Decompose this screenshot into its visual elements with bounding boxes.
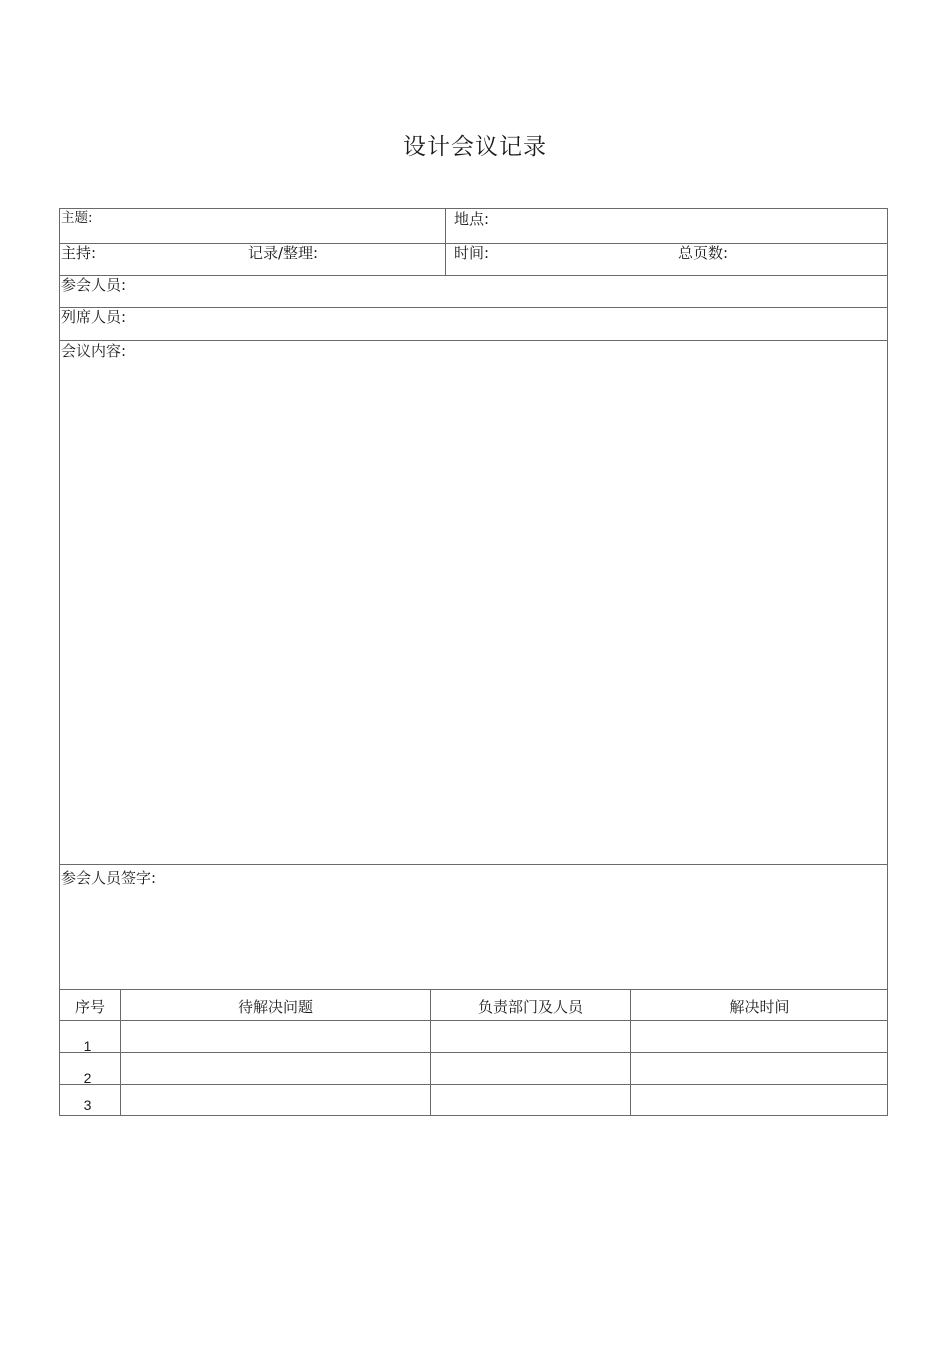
- total-pages-label: 总页数:: [678, 244, 729, 262]
- table-row-number: 3: [83, 1097, 92, 1113]
- table-row-number: 1: [83, 1038, 92, 1054]
- row-divider: [60, 275, 887, 276]
- row-divider: [60, 864, 887, 865]
- attendees-label: 参会人员:: [61, 276, 127, 294]
- meeting-record-form: [59, 208, 888, 1116]
- page-title: 设计会议记录: [403, 134, 547, 160]
- table-row-number: 2: [83, 1070, 92, 1086]
- header-pending-issue: 待解决问题: [237, 998, 313, 1016]
- topic-label: 主题:: [61, 210, 93, 226]
- column-divider: [445, 209, 446, 275]
- row-divider: [60, 989, 887, 990]
- row-divider: [60, 1020, 887, 1021]
- row-divider: [60, 1084, 887, 1085]
- header-responsible: 负责部门及人员: [477, 998, 583, 1016]
- observers-label: 列席人员:: [61, 308, 127, 326]
- row-divider: [60, 1052, 887, 1053]
- time-label: 时间:: [454, 244, 490, 262]
- row-divider: [60, 340, 887, 341]
- host-label: 主持:: [61, 244, 97, 262]
- header-resolve-time: 解决时间: [729, 998, 790, 1016]
- recorder-label: 记录/整理:: [248, 244, 319, 262]
- signatures-label: 参会人员签字:: [61, 869, 157, 887]
- header-serial-number: 序号: [74, 998, 105, 1016]
- row-divider: [60, 307, 887, 308]
- location-label: 地点:: [454, 210, 490, 228]
- content-label: 会议内容:: [61, 342, 127, 360]
